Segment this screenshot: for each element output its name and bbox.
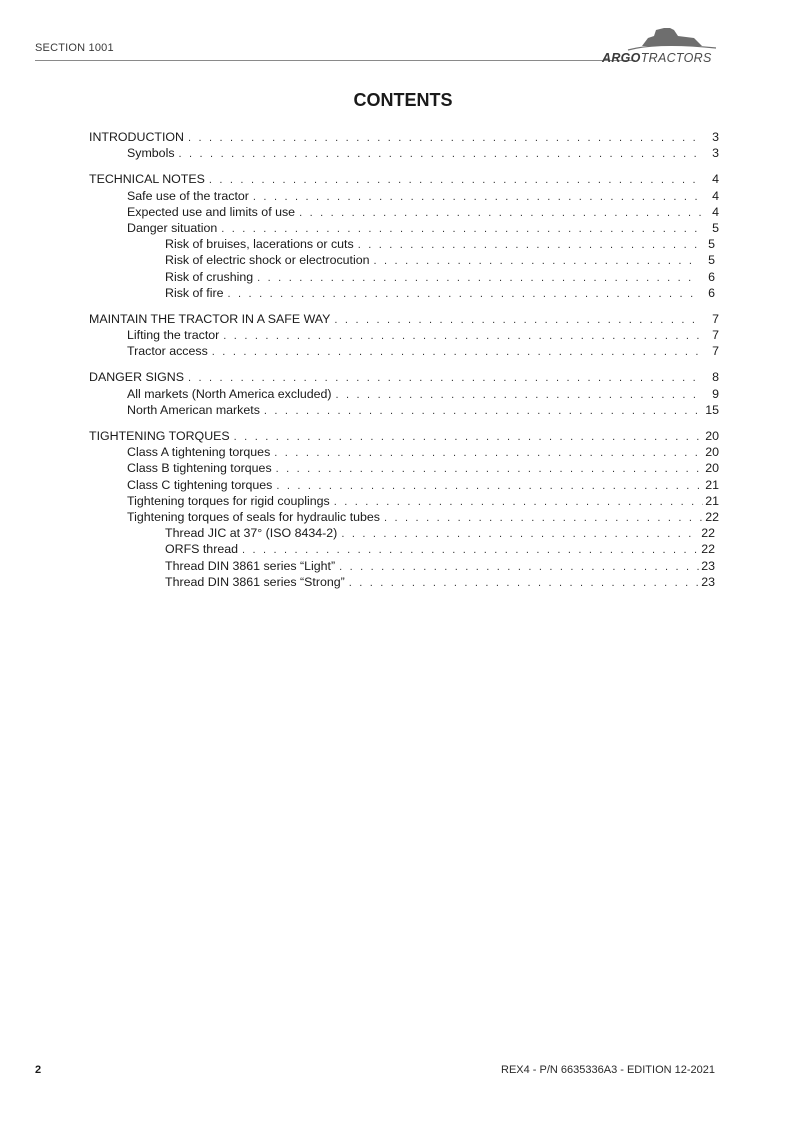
dot-leader bbox=[274, 445, 703, 461]
argo-tractors-logo bbox=[598, 26, 720, 66]
toc-entry-title: TIGHTENING TORQUES bbox=[89, 429, 230, 443]
section-label: SECTION 1001 bbox=[35, 42, 114, 54]
toc-entry-page: 9 bbox=[712, 386, 719, 401]
toc-entry-page: 3 bbox=[712, 130, 719, 144]
toc-entry-title: Risk of bruises, lacerations or cuts bbox=[165, 237, 354, 252]
toc-group bbox=[89, 129, 719, 161]
dot-leader bbox=[349, 575, 699, 591]
dot-leader bbox=[242, 542, 699, 558]
dot-leader bbox=[358, 237, 699, 253]
toc-entry-title: Tightening torques of seals for hydraulic tubes bbox=[127, 509, 381, 524]
toc-group bbox=[89, 311, 719, 360]
toc-entry-title: MAINTAIN THE TRACTOR IN A SAFE WAY bbox=[89, 311, 331, 326]
toc-entry[interactable] bbox=[89, 444, 719, 460]
toc-entry[interactable] bbox=[89, 252, 719, 268]
dot-leader bbox=[334, 494, 703, 510]
toc-entry-title: Thread DIN 3861 series “Light” bbox=[165, 558, 336, 573]
toc-entry[interactable] bbox=[89, 327, 719, 343]
toc-entry[interactable] bbox=[89, 145, 719, 161]
toc-entry[interactable] bbox=[89, 311, 719, 327]
toc-entry-page: 22 bbox=[701, 526, 715, 541]
toc-entry-page: 20 bbox=[705, 429, 719, 443]
table-of-contents bbox=[89, 129, 719, 600]
toc-entry-page: 4 bbox=[712, 172, 719, 187]
toc-entry-page: 22 bbox=[705, 509, 719, 524]
dot-leader bbox=[253, 189, 703, 205]
toc-entry-page: 3 bbox=[712, 146, 719, 161]
toc-entry[interactable] bbox=[89, 558, 719, 574]
dot-leader bbox=[221, 221, 703, 237]
toc-group bbox=[89, 369, 719, 418]
dot-leader bbox=[223, 328, 703, 344]
toc-entry[interactable] bbox=[89, 541, 719, 557]
toc-entry[interactable] bbox=[89, 525, 719, 541]
dot-leader bbox=[212, 344, 703, 360]
toc-entry-title: Symbols bbox=[127, 146, 175, 161]
dot-leader bbox=[264, 403, 703, 419]
toc-entry-page: 15 bbox=[705, 402, 719, 417]
toc-entry-title: Expected use and limits of use bbox=[127, 204, 296, 219]
toc-entry-title: Risk of fire bbox=[165, 285, 224, 300]
toc-entry-page: 5 bbox=[708, 237, 715, 252]
toc-entry-title: ORFS thread bbox=[165, 542, 238, 557]
dot-leader bbox=[276, 461, 703, 477]
toc-entry-page: 7 bbox=[712, 328, 719, 343]
toc-entry[interactable] bbox=[89, 236, 719, 252]
toc-entry-title: Thread JIC at 37° (ISO 8434-2) bbox=[165, 526, 338, 541]
page-title: CONTENTS bbox=[353, 90, 453, 110]
toc-entry-title: Risk of crushing bbox=[165, 269, 254, 284]
toc-entry-title: Tightening torques for rigid couplings bbox=[127, 493, 330, 508]
toc-entry-page: 8 bbox=[712, 370, 719, 385]
toc-entry[interactable] bbox=[89, 204, 719, 220]
toc-entry-page: 21 bbox=[705, 477, 719, 492]
header-divider bbox=[35, 60, 635, 61]
dot-leader bbox=[188, 370, 703, 386]
dot-leader bbox=[257, 270, 699, 286]
toc-entry-title: Class A tightening torques bbox=[127, 445, 271, 460]
dot-leader bbox=[299, 205, 703, 221]
toc-entry[interactable] bbox=[89, 460, 719, 476]
dot-leader bbox=[341, 526, 699, 542]
toc-entry[interactable] bbox=[89, 220, 719, 236]
dot-leader bbox=[339, 559, 699, 575]
dot-leader bbox=[276, 478, 703, 494]
toc-entry-title: Danger situation bbox=[127, 220, 218, 235]
toc-entry-title: Risk of electric shock or electrocution bbox=[165, 253, 370, 268]
toc-entry-title: Class B tightening torques bbox=[127, 461, 272, 476]
toc-entry[interactable] bbox=[89, 509, 719, 525]
toc-entry-page: 7 bbox=[712, 344, 719, 359]
toc-entry-title: TECHNICAL NOTES bbox=[89, 172, 205, 187]
toc-entry[interactable] bbox=[89, 477, 719, 493]
toc-entry-title: All markets (North America excluded) bbox=[127, 386, 332, 401]
toc-entry-page: 4 bbox=[712, 188, 719, 203]
toc-entry-title: Safe use of the tractor bbox=[127, 188, 249, 203]
toc-entry-page: 7 bbox=[712, 311, 719, 326]
toc-entry-page: 5 bbox=[708, 253, 715, 268]
toc-entry[interactable] bbox=[89, 428, 719, 444]
toc-entry-page: 22 bbox=[701, 542, 715, 557]
tractor-silhouette-icon bbox=[598, 26, 720, 52]
dot-leader bbox=[336, 387, 703, 403]
dot-leader bbox=[179, 146, 703, 162]
toc-entry-page: 4 bbox=[712, 204, 719, 219]
toc-entry[interactable] bbox=[89, 402, 719, 418]
toc-entry-page: 21 bbox=[705, 493, 719, 508]
toc-entry-title: Thread DIN 3861 series “Strong” bbox=[165, 574, 345, 589]
toc-group bbox=[89, 428, 719, 590]
toc-entry-title: Lifting the tractor bbox=[127, 328, 220, 343]
toc-entry-page: 20 bbox=[705, 445, 719, 460]
toc-entry-title: Class C tightening torques bbox=[127, 477, 273, 492]
footer-document-info: REX4 - P/N 6635336A3 - EDITION 12-2021 bbox=[501, 1064, 715, 1076]
dot-leader bbox=[209, 172, 703, 188]
logo-brand-text: ARGO bbox=[602, 51, 641, 65]
toc-entry[interactable] bbox=[89, 188, 719, 204]
toc-entry-page: 23 bbox=[701, 558, 715, 573]
toc-entry[interactable] bbox=[89, 369, 719, 385]
toc-entry-page: 6 bbox=[708, 285, 715, 300]
dot-leader bbox=[334, 312, 703, 328]
toc-entry[interactable] bbox=[89, 269, 719, 285]
toc-entry[interactable] bbox=[89, 285, 719, 301]
dot-leader bbox=[374, 253, 699, 269]
toc-entry[interactable] bbox=[89, 493, 719, 509]
toc-entry[interactable] bbox=[89, 171, 719, 187]
toc-entry-title: INTRODUCTION bbox=[89, 130, 184, 144]
footer-page-number: 2 bbox=[35, 1064, 42, 1076]
toc-entry[interactable] bbox=[89, 574, 719, 590]
toc-entry-page: 23 bbox=[701, 574, 715, 589]
toc-entry-title: North American markets bbox=[127, 402, 260, 417]
toc-entry-page: 20 bbox=[705, 461, 719, 476]
toc-entry-page: 5 bbox=[712, 220, 719, 235]
toc-entry[interactable] bbox=[89, 343, 719, 359]
dot-leader bbox=[188, 130, 703, 146]
dot-leader bbox=[228, 286, 699, 302]
toc-entry-title: Tractor access bbox=[127, 344, 208, 359]
toc-entry-title: DANGER SIGNS bbox=[89, 370, 185, 385]
toc-entry[interactable] bbox=[89, 386, 719, 402]
dot-leader bbox=[234, 429, 703, 445]
logo-sub-text: TRACTORS bbox=[640, 51, 712, 65]
toc-entry[interactable] bbox=[89, 129, 719, 145]
dot-leader bbox=[384, 510, 703, 526]
toc-group bbox=[89, 171, 719, 301]
toc-entry-page: 6 bbox=[708, 269, 715, 284]
